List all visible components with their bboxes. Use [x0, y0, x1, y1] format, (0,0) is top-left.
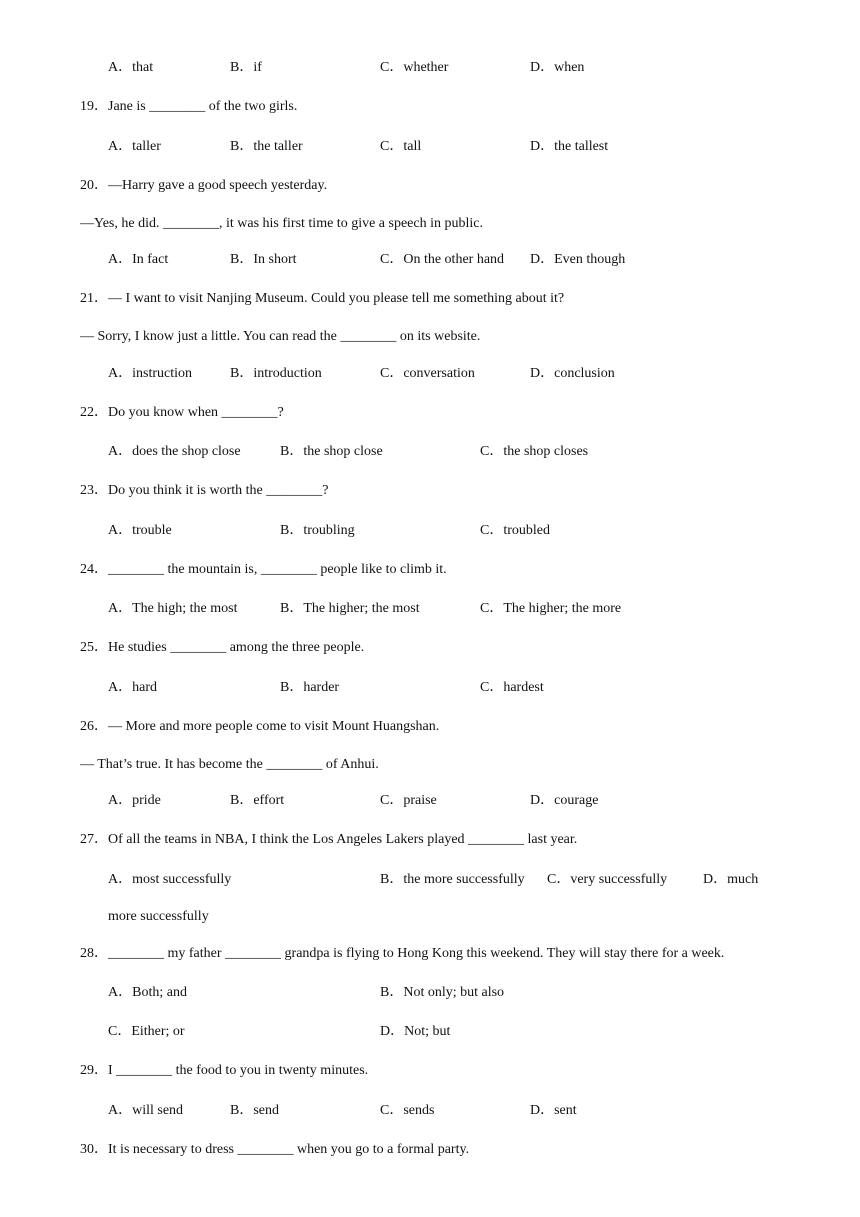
q26-stem: 26．— More and more people come to visit Mount Huangshan.	[80, 719, 440, 734]
q25-option-b[interactable]: B．harder	[280, 680, 340, 695]
q28-option-a[interactable]: A．Both; and	[108, 985, 187, 1000]
q25-option-a[interactable]: A．hard	[108, 680, 157, 695]
q21-option-a[interactable]: A．instruction	[108, 366, 192, 381]
q26-option-b[interactable]: B．effort	[230, 793, 285, 808]
q21-option-d[interactable]: D．conclusion	[530, 366, 615, 381]
q21-stem-reply: — Sorry, I know just a little. You can read the ________ on its website.	[80, 329, 481, 344]
q22-option-a[interactable]: A．does the shop close	[108, 444, 241, 459]
q27-option-d[interactable]: D．much	[703, 872, 759, 887]
q28-option-d[interactable]: D．Not; but	[380, 1024, 451, 1039]
q19-option-b[interactable]: B．the taller	[230, 139, 303, 154]
q19-option-a[interactable]: A．taller	[108, 139, 161, 154]
q27-option-c[interactable]: C．very successfully	[547, 872, 668, 887]
q23-option-c[interactable]: C．troubled	[480, 523, 550, 538]
q18-option-c[interactable]: C．whether	[380, 60, 449, 75]
q23-option-a[interactable]: A．trouble	[108, 523, 172, 538]
q19-option-d[interactable]: D．the tallest	[530, 139, 609, 154]
q20-option-a[interactable]: A．In fact	[108, 252, 169, 267]
q18-option-d[interactable]: D．when	[530, 60, 585, 75]
q26-option-a[interactable]: A．pride	[108, 793, 161, 808]
q28-option-b[interactable]: B．Not only; but also	[380, 985, 505, 1000]
q28-option-c[interactable]: C．Either; or	[108, 1024, 185, 1039]
q25-option-c[interactable]: C．hardest	[480, 680, 544, 695]
q24-option-c[interactable]: C．The higher; the more	[480, 601, 622, 616]
q28-stem: 28．________ my father ________ grandpa is flying to Hong Kong this weekend. They will stay there for a week.	[80, 946, 725, 961]
q29-option-c[interactable]: C．sends	[380, 1103, 435, 1118]
q20-option-b[interactable]: B．In short	[230, 252, 297, 267]
q19-stem: 19．Jane is ________ of the two girls.	[80, 99, 298, 114]
q24-option-b[interactable]: B．The higher; the most	[280, 601, 420, 616]
q20-stem-reply: —Yes, he did. ________, it was his first time to give a speech in public.	[80, 216, 483, 231]
q21-option-c[interactable]: C．conversation	[380, 366, 475, 381]
q29-option-d[interactable]: D．sent	[530, 1103, 577, 1118]
q24-option-a[interactable]: A．The high; the most	[108, 601, 238, 616]
q26-option-d[interactable]: D．courage	[530, 793, 599, 808]
q19-option-c[interactable]: C．tall	[380, 139, 422, 154]
q23-option-b[interactable]: B．troubling	[280, 523, 355, 538]
q27-option-a[interactable]: A．most successfully	[108, 872, 232, 887]
q27-option-d-continued: more successfully	[108, 909, 209, 924]
q26-stem-reply: — That’s true. It has become the ________ of Anhui.	[80, 757, 379, 772]
q30-stem: 30．It is necessary to dress ________ when you go to a formal party.	[80, 1142, 470, 1157]
q22-option-c[interactable]: C．the shop closes	[480, 444, 589, 459]
q20-option-c[interactable]: C．On the other hand	[380, 252, 505, 267]
q18-option-a[interactable]: A．that	[108, 60, 154, 75]
q22-option-b[interactable]: B．the shop close	[280, 444, 383, 459]
q29-option-a[interactable]: A．will send	[108, 1103, 184, 1118]
q29-option-b[interactable]: B．send	[230, 1103, 279, 1118]
q20-option-d[interactable]: D．Even though	[530, 252, 626, 267]
q21-option-b[interactable]: B．introduction	[230, 366, 322, 381]
q27-stem: 27．Of all the teams in NBA, I think the Los Angeles Lakers played ________ last year.	[80, 832, 578, 847]
q21-stem: 21．— I want to visit Nanjing Museum. Could you please tell me something about it?	[80, 291, 565, 306]
q20-stem: 20．—Harry gave a good speech yesterday.	[80, 178, 328, 193]
q29-stem: 29．I ________ the food to you in twenty minutes.	[80, 1063, 369, 1078]
q26-option-c[interactable]: C．praise	[380, 793, 437, 808]
q18-option-b[interactable]: B．if	[230, 60, 262, 75]
q23-stem: 23．Do you think it is worth the ________?	[80, 483, 329, 498]
q22-stem: 22．Do you know when ________?	[80, 405, 284, 420]
q25-stem: 25．He studies ________ among the three people.	[80, 640, 365, 655]
q24-stem: 24．________ the mountain is, ________ people like to climb it.	[80, 562, 447, 577]
q27-option-b[interactable]: B．the more successfully	[380, 872, 525, 887]
